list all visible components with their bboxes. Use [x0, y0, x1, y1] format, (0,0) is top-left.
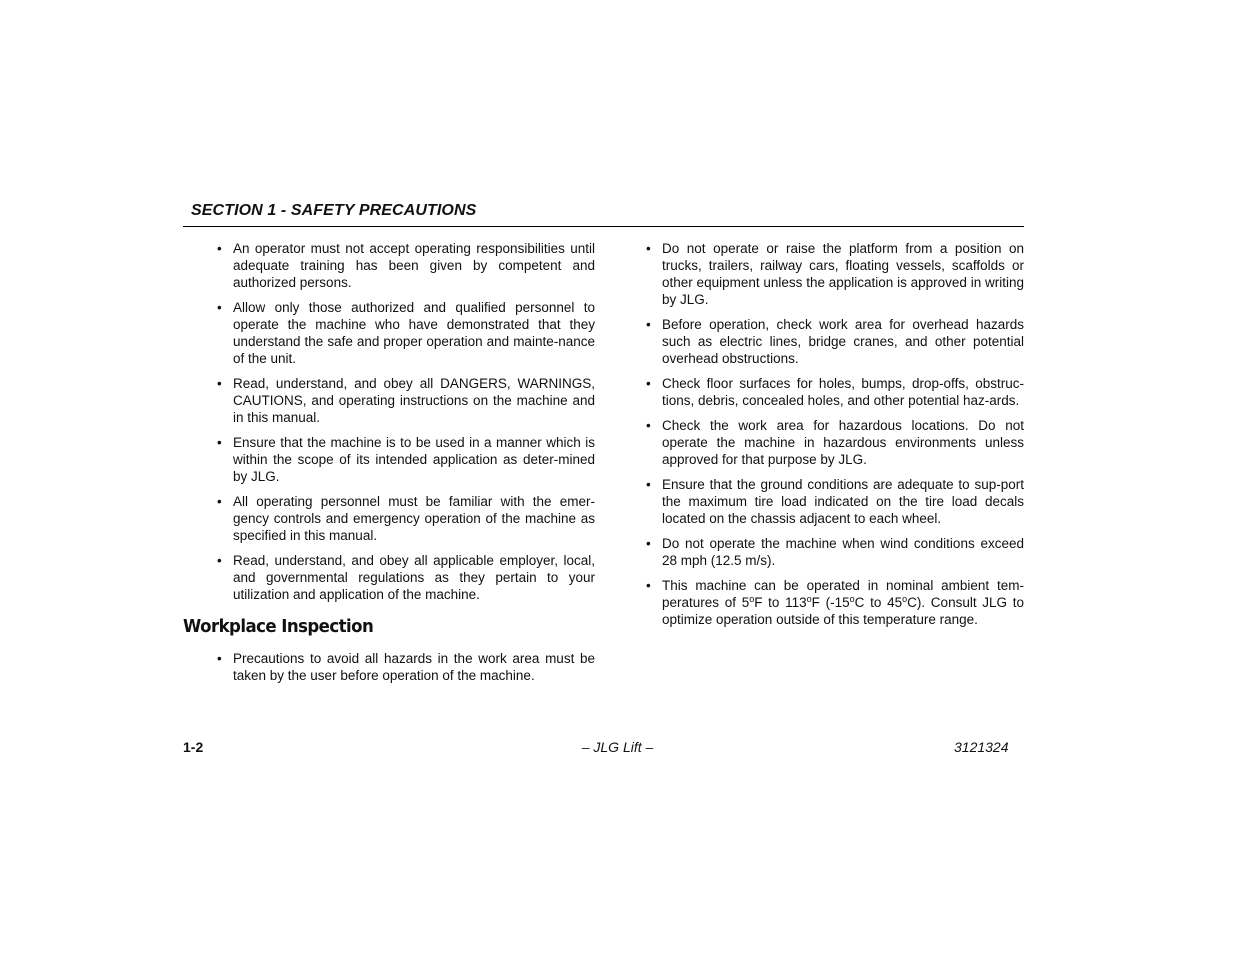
list-item: • Ensure that the machine is to be used in a manner which is within the scope of its intended application as deter-mined by JLG. [216, 434, 595, 485]
temperature-text: This machine can be operated in nominal ambient tem-peratures of 5 [662, 578, 1024, 610]
list-item: • An operator must not accept operating responsibilities until adequate training has been given by competent and authorized persons. [216, 240, 595, 291]
temperature-text: C). Consult JLG to optimize operation outside of this temperature range. [662, 595, 1024, 627]
section-title: SECTION 1 - SAFETY PRECAUTIONS [191, 202, 477, 219]
degree-superscript: o [749, 594, 755, 604]
temperature-text: F to 113 [754, 595, 807, 610]
right-bullet-list [645, 240, 1024, 628]
list-item: • Read, understand, and obey all applicable employer, local, and governmental regulations as they pertain to your utilization and application of the machine. [216, 552, 595, 603]
list-item: • Before operation, check work area for overhead hazards such as electric lines, bridge cranes, and other potential overhead obstructions. [645, 316, 1024, 367]
left-column [216, 240, 595, 611]
list-item: • All operating personnel must be familiar with the emer-gency controls and emergency operation of the machine as specified in this manual. [216, 493, 595, 544]
list-item: • Check floor surfaces for holes, bumps, drop-offs, obstruc-tions, debris, concealed holes, and other potential haz-ards. [645, 375, 1024, 409]
page-number: 1-2 [183, 739, 204, 755]
list-item: • Do not operate the machine when wind conditions exceed 28 mph (12.5 m/s). [645, 535, 1024, 569]
left-bullet-list [216, 240, 595, 603]
temperature-list-item [645, 577, 1024, 628]
workplace-bullet-list [216, 650, 595, 684]
list-item: • Precautions to avoid all hazards in the work area must be taken by the user before operation of the machine. [216, 650, 595, 684]
temperature-text: C to 45 [854, 595, 903, 610]
header-rule [183, 226, 1024, 227]
degree-superscript: o [849, 594, 855, 604]
footer-publisher: – JLG Lift – [581, 739, 654, 755]
right-column [645, 240, 1024, 636]
list-item: • Read, understand, and obey all DANGERS, WARNINGS, CAUTIONS, and operating instructions on the machine and in this manual. [216, 375, 595, 426]
workplace-inspection-section [216, 650, 595, 692]
list-item: • Allow only those authorized and qualified personnel to operate the machine who have demonstrated that they understand the safe and proper operation and mainte-nance of the unit. [216, 299, 595, 367]
list-item: • Do not operate or raise the platform from a position on trucks, trailers, railway cars, floating vessels, scaffolds or other equipment unless the application is approved in writing by JLG. [645, 240, 1024, 308]
document-number: 3121324 [954, 739, 1009, 755]
temperature-text: F (-15 [811, 595, 850, 610]
degree-superscript: o [806, 594, 812, 604]
degree-superscript: o [902, 594, 908, 604]
workplace-inspection-heading: Workplace Inspection [183, 616, 374, 637]
list-item: • Check the work area for hazardous locations. Do not operate the machine in hazardous environments unless approved for that purpose by JLG. [645, 417, 1024, 468]
list-item: • Ensure that the ground conditions are adequate to sup-port the maximum tire load indicated on the tire load decals located on the chassis adjacent to each wheel. [645, 476, 1024, 527]
